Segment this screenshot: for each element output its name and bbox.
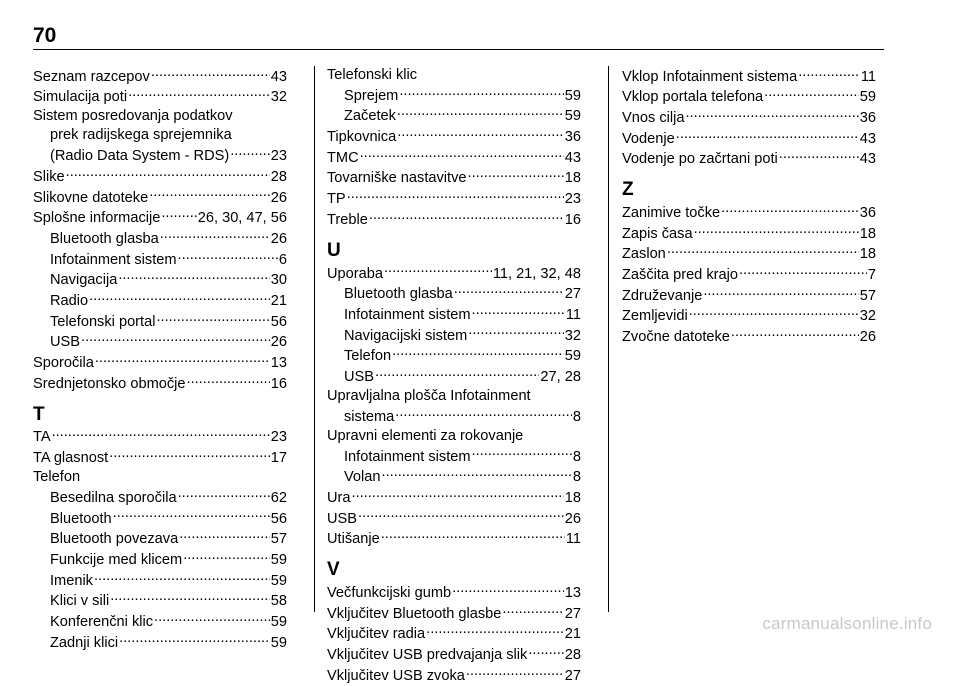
index-subentry: Začetek ..... 59 xyxy=(327,106,581,127)
index-entry: Zaščita pred krajo ..... 7 xyxy=(622,265,876,286)
index-entry-continuation: (Radio Data System - RDS) ..... 23 xyxy=(33,146,287,167)
index-entry: Slikovne datoteke ..... 26 xyxy=(33,187,287,208)
index-entry: Uporaba ..... 11, 21, 32, 48 xyxy=(327,263,581,284)
index-entry: Vključitev USB zvoka ..... 27 xyxy=(327,665,581,686)
index-entry: Srednjetonsko območje ..... 16 xyxy=(33,373,287,394)
index-subentry: Bluetooth glasba ..... 27 xyxy=(327,284,581,305)
index-subentry: Radio ..... 21 xyxy=(33,290,287,311)
index-entry: Slike ..... 28 xyxy=(33,166,287,187)
index-subentry: Sprejem ..... 59 xyxy=(327,85,581,106)
index-entry: Simulacija poti ..... 32 xyxy=(33,87,287,108)
index-column-3 xyxy=(622,66,876,347)
index-entry: Sistem posredovanja podatkov xyxy=(33,108,233,125)
index-entry: Vklop Infotainment sistema ..... 11 xyxy=(622,66,876,87)
index-entry-continuation: prek radijskega sprejemnika xyxy=(50,127,232,144)
column-divider xyxy=(314,66,315,612)
index-entry: Seznam razcepov ..... 43 xyxy=(33,66,287,87)
index-entry: Združevanje ..... 57 xyxy=(622,285,876,306)
index-column-1 xyxy=(33,66,287,653)
index-entry: Vodenje ..... 43 xyxy=(622,128,876,149)
column-divider xyxy=(608,66,609,612)
index-entry: Večfunkcijski gumb ..... 13 xyxy=(327,582,581,603)
section-letter-z: Z xyxy=(622,179,634,201)
index-subentry: Funkcije med klicem ..... 59 xyxy=(33,549,287,570)
index-subentry: USB ..... 26 xyxy=(33,332,287,353)
index-entry: Vklop portala telefona ..... 59 xyxy=(622,87,876,108)
header-rule xyxy=(33,49,884,50)
index-entry: Vodenje po začrtani poti ..... 43 xyxy=(622,149,876,170)
index-subentry: Imenik ..... 59 xyxy=(33,570,287,591)
index-entry: Upravni elementi za rokovanje xyxy=(327,427,524,444)
index-subentry: Konferenčni klic ..... 59 xyxy=(33,611,287,632)
index-entry: TA glasnost ..... 17 xyxy=(33,448,287,469)
index-entry: Vključitev USB predvajanja slik ..... 28 xyxy=(327,644,581,665)
index-column-2 xyxy=(327,66,581,686)
index-entry: Vključitev Bluetooth glasbe ..... 27 xyxy=(327,603,581,624)
section-letter-u: U xyxy=(327,239,341,261)
index-subentry: Telefonski portal ..... 56 xyxy=(33,311,287,332)
index-entry: Sporočila ..... 13 xyxy=(33,352,287,373)
index-entry: Zanimive točke ..... 36 xyxy=(622,202,876,223)
section-letter-t: T xyxy=(33,403,45,425)
index-entry: Ura ..... 18 xyxy=(327,487,581,508)
index-subentry: Klici v sili ..... 58 xyxy=(33,591,287,612)
index-entry: Vnos cilja ..... 36 xyxy=(622,107,876,128)
index-subentry: Telefon ..... 59 xyxy=(327,346,581,367)
index-entry: Telefon xyxy=(33,469,81,486)
index-subentry: Infotainment sistem ..... 11 xyxy=(327,304,581,325)
page-number: 70 xyxy=(33,24,57,47)
index-entry: Zaslon ..... 18 xyxy=(622,244,876,265)
index-subentry: Bluetooth povezava ..... 57 xyxy=(33,529,287,550)
index-subentry: Besedilna sporočila ..... 62 xyxy=(33,487,287,508)
index-entry: TP ..... 23 xyxy=(327,189,581,210)
index-entry: Upravljalna plošča Infotainment xyxy=(327,388,531,405)
index-entry: TMC ..... 43 xyxy=(327,147,581,168)
index-entry: Tovarniške nastavitve ..... 18 xyxy=(327,168,581,189)
index-entry: Treble ..... 16 xyxy=(327,209,581,230)
index-entry: Telefonski klic xyxy=(327,67,418,83)
index-subentry: Navigacija ..... 30 xyxy=(33,270,287,291)
index-subentry: USB ..... 27, 28 xyxy=(327,366,581,387)
watermark: carmanualsonline.info xyxy=(762,614,932,633)
index-entry: Vključitev radia ..... 21 xyxy=(327,624,581,645)
section-letter-v: V xyxy=(327,559,340,581)
index-entry: Utišanje ..... 11 xyxy=(327,529,581,550)
index-entry: TA ..... 23 xyxy=(33,427,287,448)
index-subentry: Bluetooth glasba ..... 26 xyxy=(33,228,287,249)
index-entry: Splošne informacije ..... 26, 30, 47, 56 xyxy=(33,208,287,229)
index-subentry: Volan ..... 8 xyxy=(327,467,581,488)
index-subentry: Bluetooth ..... 56 xyxy=(33,508,287,529)
index-entry-continuation: sistema ..... 8 xyxy=(327,406,581,427)
index-subentry: Navigacijski sistem ..... 32 xyxy=(327,325,581,346)
index-entry: Zapis časa ..... 18 xyxy=(622,223,876,244)
index-subentry: Zadnji klici ..... 59 xyxy=(33,632,287,653)
index-entry: Tipkovnica ..... 36 xyxy=(327,126,581,147)
index-entry: USB ..... 26 xyxy=(327,508,581,529)
index-subentry: Infotainment sistem ..... 8 xyxy=(327,446,581,467)
index-entry: Zemljevidi ..... 32 xyxy=(622,306,876,327)
index-entry: Zvočne datoteke ..... 26 xyxy=(622,327,876,348)
index-subentry: Infotainment sistem ..... 6 xyxy=(33,249,287,270)
